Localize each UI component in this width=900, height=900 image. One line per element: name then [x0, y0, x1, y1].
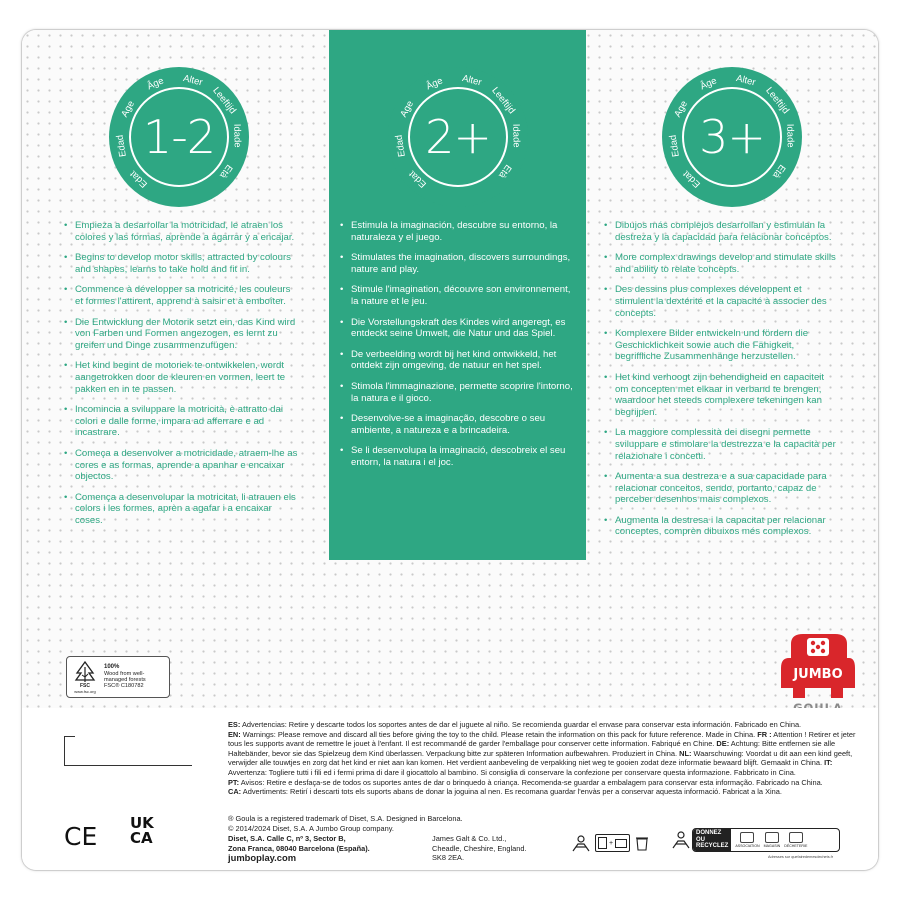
- description-it: • Incomincia a sviluppare la motricità, è attratto dai colori e dalle forme, impara ad afferrare e ad incastrare.: [64, 404, 300, 439]
- package-sort-box: +: [595, 834, 630, 852]
- description-de: • Die Vorstellungskraft des Kindes wird angeregt, es entdeckt seine Umwelt, die Natur und das Spiel.: [340, 317, 576, 340]
- fsc-info: [104, 664, 146, 690]
- sorting-info: [570, 832, 666, 854]
- fsc-logo-text: FSC: [80, 682, 90, 689]
- address-line: Diset, S.A. Calle C, nº 3, Sector B,: [228, 834, 346, 843]
- ring-word: Alter: [460, 73, 483, 89]
- website-link[interactable]: jumboplay.com: [228, 852, 297, 864]
- fsc-line: Wood from well-: [104, 670, 145, 677]
- legal-footer: [22, 708, 878, 870]
- triman-icon: [570, 833, 592, 853]
- description-ca: • Se li desenvolupa la imaginació, descobreix el seu entorn, la natura i el joc.: [340, 445, 576, 468]
- age-number: 3+: [699, 110, 765, 164]
- warning-text: Warnings: Please remove and discard all ties before giving the toy to the child. Please retain the information on this pack for future reference. Made in China.: [240, 729, 758, 739]
- donnez-text: DONNEZ: [696, 830, 722, 837]
- age-3-plus-descriptions: [604, 220, 840, 547]
- age-2-plus-descriptions: [340, 220, 576, 478]
- donate-recycle-pill: [692, 828, 840, 852]
- option-magasin: [764, 832, 781, 848]
- ring-word: Edat: [128, 168, 150, 190]
- fsc-line: managed forests: [104, 677, 146, 683]
- trademark-line: ® Goula is a registered trademark of Diset, S.A. Designed in Barcelona.: [228, 814, 463, 823]
- description-es: • Dibujos más complejos desarrollan y estimulan la destreza y la capacidad para relacionar conceptos.: [604, 220, 840, 243]
- age-badge-3-plus: [662, 67, 802, 207]
- lang-code: ES:: [228, 720, 241, 729]
- warning-text: Attention ! Retirer et jeter tous les supports avant de remettre le jouet à l'enfant. Il est recommandé de garder l'emballage pour conserver cette information. Fabriqué en Chine.: [228, 729, 856, 749]
- option-decheterie: [784, 832, 807, 848]
- recyclez-text: RECYCLEZ: [696, 843, 729, 850]
- warning-text: Avisos: Retire e desfaça-se de todos os suportes antes de dar o brinquedo à criança. Recomenda-se guardar a embalagem para conservar esta informação. Fabricado na China.: [239, 777, 823, 787]
- ring-word: Idade: [231, 123, 243, 148]
- ring-word: Edad: [393, 133, 408, 158]
- description-en: • More complex drawings develop and stimulate skills and ability to relate concepts.: [604, 252, 840, 275]
- fsc-label: [66, 656, 170, 698]
- ou-text: OU: [696, 836, 705, 843]
- diset-address: [228, 834, 370, 863]
- description-pt: • Desenvolve-se a imaginação, descobre o seu ambiente, a natureza e a brincadeira.: [340, 413, 576, 436]
- description-it: • Stimola l'immaginazione, permette scoprire l'intorno, la natura e il gioco.: [340, 381, 576, 404]
- lang-code: NL:: [679, 748, 692, 758]
- triman-options: [731, 832, 807, 848]
- lang-code: FR :: [757, 729, 772, 739]
- ring-word: Idade: [510, 123, 522, 148]
- fsc-percent: 100%: [104, 664, 120, 671]
- jumbo-goula-logo: [777, 628, 859, 716]
- description-ca: • Comença a desenvolupar la motricitat, li atrauen els colors i les formes, aprèn a agafar i a encaixar coses.: [64, 492, 300, 527]
- ring-word: Leeftijd: [489, 85, 518, 117]
- donnez-label: [693, 829, 731, 851]
- lang-code: CA:: [228, 787, 242, 797]
- warning-text: Achtung: Bitte entfernen sie alle Haltebänder, bevor sie das Spielzeug dem Kind überlassen. Verpackung bitte zur späteren Information aufbewahren. Produziert in China.: [228, 739, 836, 758]
- description-nl: • De verbeelding wordt bij het kind ontwikkeld, het ontdekt zijn omgeving, de natuur en het spel.: [340, 349, 576, 372]
- description-pt: • Começa a desenvolver a motricidade, atraem-lhe as cores e as formas, aprende a apanhar e encaixar objectos.: [64, 448, 300, 483]
- trademark-notice: [228, 814, 463, 833]
- ring-word: Età: [496, 162, 514, 181]
- recycle-bin-icon: [633, 834, 651, 852]
- option-label: ASSOCIATION: [735, 844, 760, 848]
- fsc-website: www.fsc.org: [74, 688, 96, 694]
- lang-code: DE:: [716, 739, 730, 749]
- fsc-tree-icon: [70, 660, 100, 694]
- warning-text: Advertencias: Retire y descarte todos los soportes antes de dar el juguete al niño. Se recomienda guardar el envase para conservar esta información. Fabricado en China.: [240, 720, 802, 729]
- ring-word: Age: [119, 99, 138, 120]
- description-pt: • Aumenta a sua destreza e a sua capacidade para relacionar conceitos, sendo, portanto, capaz de perceber desenhos mais complexos.: [604, 471, 840, 506]
- jumbo-elephant-logo: [777, 628, 859, 700]
- copyright-line: © 2014/2024 Diset, S.A. A Jumbo Group company.: [228, 823, 394, 833]
- ring-word: Leeftijd: [210, 85, 239, 117]
- option-association: [735, 832, 759, 848]
- triman-figure-icon: [670, 829, 692, 851]
- age-1-2-descriptions: [64, 220, 300, 535]
- ring-word: Age: [398, 99, 417, 120]
- warning-text: Avvertenza: Togliere tutti i fili ed i fermi prima di dare il giocattolo al bambino. Si consiglia di conservare la confezione per conservare questa informazione. Fabbricato in Cina.: [228, 767, 796, 777]
- ring-word: Age: [672, 99, 691, 120]
- description-fr: • Des dessins plus complexes développent et stimulent la dextérité et la capacité à associer des concepts.: [604, 284, 840, 319]
- jumbo-wordmark: JUMBO: [793, 667, 843, 682]
- address-line: Cheadle, Cheshire, England.: [432, 843, 527, 853]
- description-fr: • Stimule l'imagination, découvre son environnement, la nature et le jeu.: [340, 284, 576, 307]
- ukca-mark: [130, 816, 164, 846]
- ukca-bottom: CA: [130, 829, 153, 847]
- ring-word: Alter: [181, 73, 204, 89]
- address-line: Zona Franca, 08040 Barcelona (España).: [228, 843, 370, 853]
- ring-word: Età: [770, 162, 788, 181]
- age-badge-2-plus: [388, 67, 528, 207]
- galt-address: [432, 834, 527, 863]
- age-badge-1-2: [109, 67, 249, 207]
- option-label: MAGASIN: [763, 844, 781, 848]
- description-it: • La maggiore complessità dei disegni permette sviluppare e stimolare la destrezza e la capacità per relazionare i concetti.: [604, 427, 840, 462]
- lang-code: EN:: [228, 729, 241, 739]
- ce-mark: CE: [64, 822, 98, 851]
- description-ca: • Augmenta la destresa i la capacitat per relacionar conceptes, comprèn dibuixos més complexos.: [604, 515, 840, 538]
- warning-text: Waarschuwing: Voordat u dit aan een kind geeft, verwijder alle touwtjes en zorg dat het kind er niet aan kan komen. Het verdient aanbeveling de verpakking niet weg te gooien zodat deze informatie bewaard blijft. Gemaakt in China.: [228, 748, 853, 768]
- ring-word: Edat: [681, 168, 703, 190]
- recycling-center-icon: [789, 832, 803, 843]
- association-icon: [740, 832, 754, 843]
- description-de: • Komplexere Bilder entwickeln und fördern die Geschicklichkeit sowie auch die Fähigkeit, begriffliche Zusammenhänge herzustellen.: [604, 328, 840, 363]
- description-nl: • Het kind begint de motoriek te ontwikkelen, wordt aangetrokken door de kleuren en vormen, leert te pakken en in te passen.: [64, 360, 300, 395]
- description-fr: • Commence à développer sa motricité, les couleurs et formes l'attirent, apprend à saisir et à emboîter.: [64, 284, 300, 307]
- description-es: • Estimula la imaginación, descubre su entorno, la naturaleza y el juego.: [340, 220, 576, 243]
- lang-code: PT:: [228, 777, 240, 787]
- description-en: • Begins to develop motor skills, attracted by colours and shapes, learns to take hold and fit in.: [64, 252, 300, 275]
- description-en: • Stimulates the imagination, discovers surroundings, nature and play.: [340, 252, 576, 275]
- barcode-area: [64, 736, 192, 766]
- ring-word: Edad: [114, 133, 129, 158]
- triman-donate-recycle: [670, 826, 840, 864]
- safety-warnings: [228, 720, 858, 797]
- ring-word: Idade: [784, 123, 796, 148]
- age-number: 1-2: [142, 110, 216, 164]
- description-nl: • Het kind verhoogt zijn behendigheid en capaciteit om concepten met elkaar in verband te brengen, waardoor het steeds complexere tekeningen kan begrijpen.: [604, 372, 840, 418]
- ukca-top: UK: [130, 814, 154, 832]
- ring-word: Edat: [407, 168, 429, 190]
- ring-word: Età: [217, 162, 235, 181]
- address-line: SK8 2EA.: [432, 853, 465, 863]
- age-number: 2+: [425, 110, 491, 164]
- description-es: • Empieza a desarrollar la motricidad, le atraen los colores y las formas, aprende a agarrar y a encajar.: [64, 220, 300, 243]
- ring-word: Âge: [698, 75, 719, 93]
- triman-address: Adresses sur quefairedemesdechets.fr: [768, 855, 834, 859]
- option-label: DÉCHETERIE: [784, 844, 808, 848]
- packaging-back: [22, 30, 878, 870]
- ring-word: Leeftijd: [763, 85, 792, 117]
- lang-code: IT:: [824, 758, 833, 768]
- fsc-code: FSC® C180782: [104, 683, 144, 690]
- store-icon: [765, 832, 779, 843]
- ring-word: Âge: [424, 75, 445, 93]
- ring-word: Edad: [667, 133, 682, 158]
- warning-text: Advertiments: Retirí i descarti tots els suports abans de donar la joguina al nen. Es recomana guardar l'envàs per a conservar aquesta informació. Fabricat a la Xina.: [241, 787, 782, 797]
- ring-word: Âge: [145, 75, 166, 93]
- ring-word: Alter: [734, 73, 757, 89]
- address-line: James Galt & Co. Ltd.,: [432, 834, 507, 843]
- description-de: • Die Entwicklung der Motorik setzt ein, das Kind wird von Farben und Formen angezogen, es lernt zu greifen und Dinge zusammenzufügen.: [64, 317, 300, 352]
